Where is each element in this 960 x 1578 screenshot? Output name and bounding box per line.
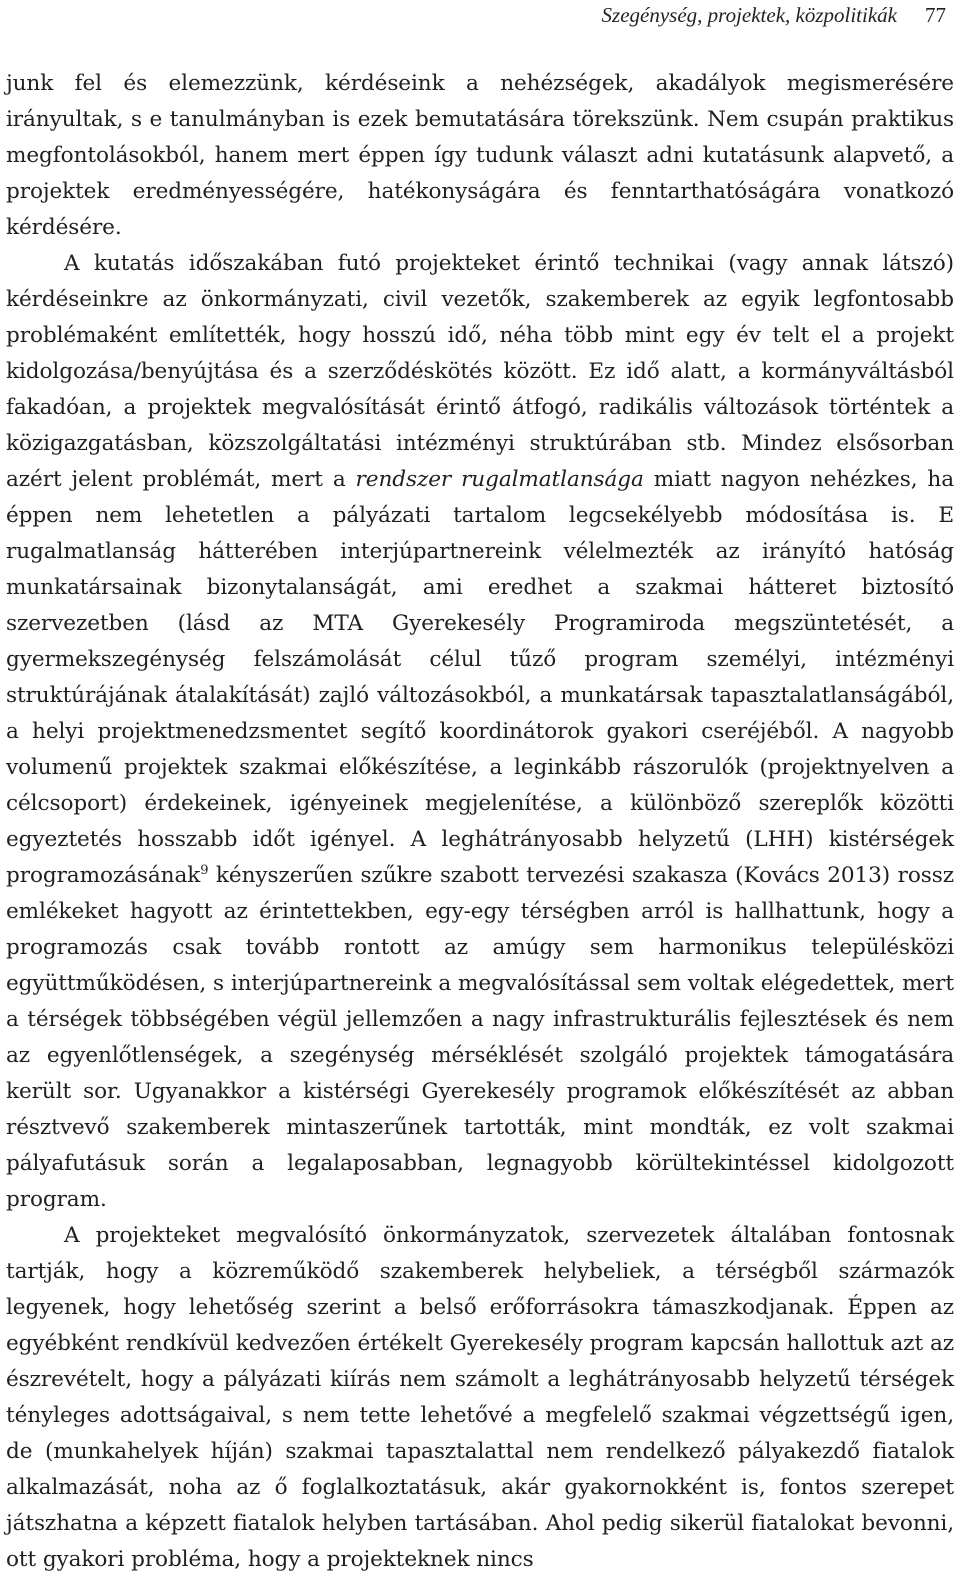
sentence: A leghátrányosabb helyzetű (LHH) kistérségek programozásának [6, 827, 954, 888]
running-header [602, 3, 946, 28]
sentence: Ugyanakkor a kistérségi Gyerekesély programok előkészítését az abban résztvevő szakemberek mintaszerűnek tartották, mint mondták, ez volt szakmai pályafutásuk során a legalaposabban, legnagyobb körültekintéssel kidolgozott program. [6, 1079, 955, 1212]
sentence: Éppen az egyébként rendkívül kedvezően értékelt Gyerekesély program kapcsán hallottuk azt az észrevételt, hogy a pályázati kiírás nem számolt a leghátrányosabb helyzetű térségek tényleges adottságaival, s nem tette lehetővé a megfelelő szakmai végzettségű igen, de (munkahelyek híján) szakmai tapasztalattal nem rendelkező pályakezdő fiatalok alkalmazását, noha az ő foglalkoztatásuk, akár gyakornokként is, fontos szerepet játszhatna a képzett fiatalok helyben tartásában. [6, 1295, 954, 1536]
sentence: Ahol pedig sikerül fiatalokat bevonni, ott gyakori probléma, hogy a projekteknek nincs [6, 1511, 954, 1572]
sentence: kényszerűen szűkre szabott tervezési szakasza (Kovács 2013) rossz emlékeket hagyott az érintettekben, egy-egy térségben arról is hallhattunk, hogy a programozás csak tovább rontott az amúgy sem harmonikus településközi együttműködésen, s interjúpartnereink a megvalósítással sem voltak elégedettek, mert a térségek többségében végül jellemzően a nagy infrastrukturális fejlesztések és nem az egyenlőtlenségek, a szegénység mérséklését szolgáló projektek támogatására került sor. [6, 863, 954, 1104]
paragraph-3 [6, 1218, 954, 1578]
sentence: junk fel és elemezzünk, kérdéseink a nehézségek, akadályok megismerésére irányultak, s e tanulmányban is ezek bemutatására törekszünk. Nem csupán praktikus megfontolásokból, hanem mert éppen így tudunk választ adni kutatásunk alapvető, a projektek eredményességére, hatékonyságára és fenntarthatóságára vonatkozó kérdésére. [6, 71, 954, 240]
sentence: E rugalmatlanság hátterében interjúpartnereink vélelmezték az irányító hatóság munkatársainak bizonytalanságát, ami eredhet a szakmai hátteret biztosító szervezetben (lásd az MTA Gyerekesély Programiroda megszüntetését, a gyermekszegénység felszámolását célul tűző program személyi, intézményi struktúrájának átalakítását) zajló változásokból, a munkatársak tapasztalatlanságából, a helyi projektmenedzsmentet segítő koordinátorok gyakori cseréjéből. [6, 503, 955, 744]
sentence: A projekteket megvalósító önkormányzatok, szervezetek általában fontosnak tartják, hogy a közreműködő szakemberek helybeliek, a térségből származók legyenek, hogy lehetőség szerint a belső erőforrásokra támaszkodjanak. [6, 1223, 954, 1320]
sentence: Ez idő alatt, a kormányváltásból fakadóan, a projektek megvalósítását érintő átfogó, radikális változások történtek a közigazgatásban, közszolgáltatási intézményi struktúrában stb. [6, 359, 954, 456]
sentence: Mindez elsősorban azért jelent problémát, mert a [6, 431, 955, 492]
paragraph-1 [6, 66, 954, 246]
sentence: A nagyobb volumenű projektek szakmai előkészítése, a leginkább rászorulók (projektnyelven a célcsoport) érdekeinek, igényeinek megjelenítése, a különböző szereplők közötti egyeztetés hosszabb időt igényel. [6, 719, 954, 852]
emphasis: rendszer rugalmatlansága [355, 467, 644, 492]
page-number: 77 [925, 3, 946, 27]
paragraph-2 [6, 246, 954, 1218]
body-text [6, 66, 954, 1578]
sentence: miatt nagyon nehézkes, ha éppen nem lehetetlen a pályázati tartalom legcsekélyebb módosítása is. [6, 467, 954, 528]
footnote-marker[interactable]: 9 [200, 863, 209, 878]
sentence: A kutatás időszakában futó projekteket érintő technikai (vagy annak látszó) kérdéseinkre az önkormányzati, civil vezetők, szakemberek az egyik legfontosabb problémaként említették, hogy hosszú idő, néha több mint egy év telt el a projekt kidolgozása/benyújtása és a szerződéskötés között. [6, 251, 954, 384]
running-title: Szegénység, projektek, közpolitikák [601, 3, 897, 27]
